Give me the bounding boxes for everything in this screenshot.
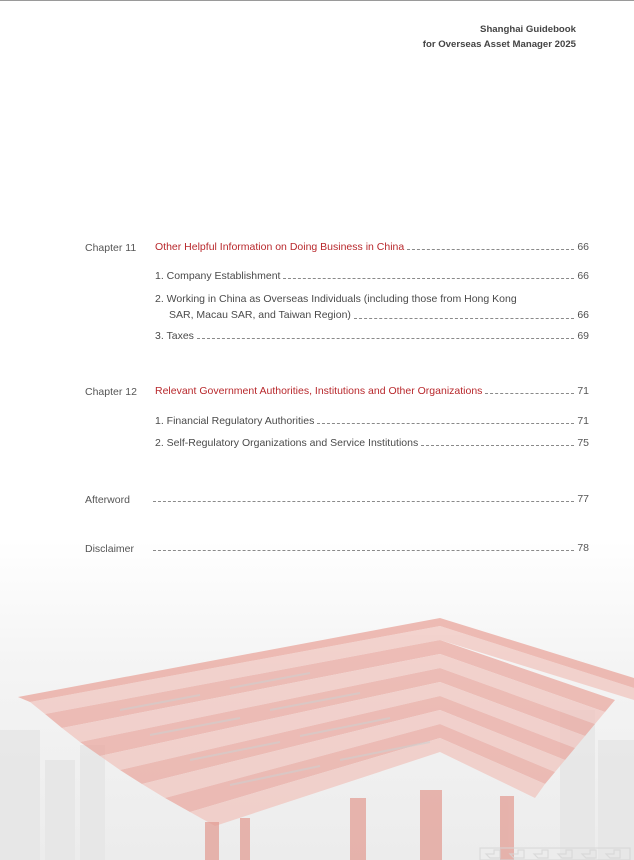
entry-title-line1: 2. Working in China as Overseas Individuals (including those from Hong Kong	[155, 293, 517, 305]
toc-entry-company-establishment[interactable]	[155, 270, 589, 282]
china-pavilion-illustration	[0, 560, 634, 860]
page-number: 71	[577, 385, 589, 397]
chapter-12-label: Chapter 12	[85, 386, 137, 398]
toc-entry-financial-regulatory[interactable]	[155, 415, 589, 427]
header-title-line2: for Overseas Asset Manager 2025	[422, 39, 576, 50]
chapter-11-label: Chapter 11	[85, 242, 137, 254]
page-number: 66	[577, 241, 589, 253]
top-rule	[0, 0, 634, 1]
entry-title-line2: SAR, Macau SAR, and Taiwan Region)	[169, 309, 351, 321]
afterword-label: Afterword	[85, 494, 130, 506]
page-number: 75	[577, 437, 589, 449]
disclaimer-label: Disclaimer	[85, 543, 135, 555]
dot-leader	[317, 423, 574, 424]
chapter-12-title: Relevant Government Authorities, Institutions and Other Organizations	[155, 385, 483, 397]
entry-title: 1. Financial Regulatory Authorities	[155, 415, 315, 427]
page-number: 71	[577, 415, 589, 427]
entry-title: 1. Company Establishment	[155, 270, 281, 282]
entry-title: 2. Self-Regulatory Organizations and Service Institutions	[155, 437, 419, 449]
entry-title: 3. Taxes	[155, 330, 194, 342]
header-title-line1: Shanghai Guidebook	[480, 24, 576, 35]
page-number: 78	[577, 542, 589, 554]
toc-entry-chapter-12[interactable]	[155, 385, 589, 397]
page-number: 66	[577, 270, 589, 282]
toc-entry-chapter-11[interactable]	[155, 241, 589, 253]
page-number: 77	[577, 493, 589, 505]
toc-entry-working-in-china[interactable]	[155, 291, 589, 323]
chapter-11-title: Other Helpful Information on Doing Business in China	[155, 241, 405, 253]
dot-leader	[283, 278, 574, 279]
dot-leader	[153, 550, 574, 551]
page-number: 69	[577, 330, 589, 342]
toc-entry-afterword[interactable]	[153, 493, 589, 505]
dot-leader	[153, 501, 574, 502]
toc-entry-taxes[interactable]	[155, 330, 589, 342]
dot-leader	[407, 249, 574, 250]
running-header	[423, 22, 576, 52]
dot-leader	[485, 393, 574, 394]
toc-entry-disclaimer[interactable]	[153, 542, 589, 554]
dot-leader	[197, 338, 574, 339]
toc-entry-self-regulatory[interactable]	[155, 437, 589, 449]
dot-leader	[421, 445, 574, 446]
dot-leader	[354, 318, 574, 319]
page-number: 66	[577, 309, 589, 321]
